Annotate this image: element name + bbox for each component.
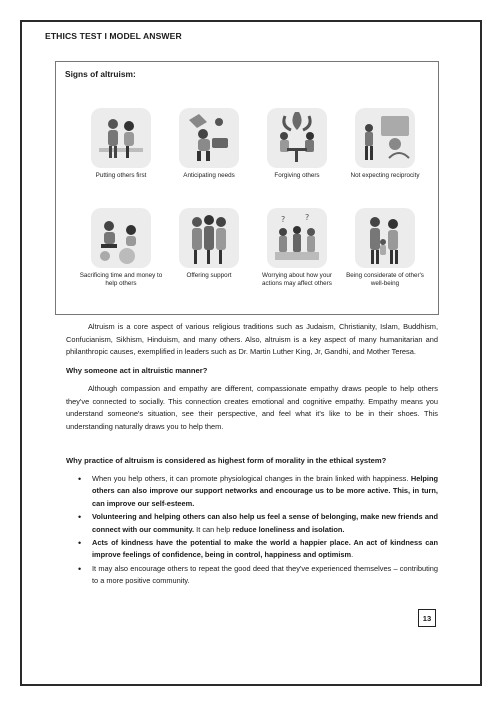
person-reaching-illustration	[179, 108, 239, 168]
card-putting-others-first	[78, 108, 164, 180]
card-caption: Anticipating needs	[183, 172, 235, 179]
bullet-text: When you help others, it can promote physiological changes in the brain linked with happiness.	[92, 474, 411, 483]
card-caption: Sacrificing time and money to help others	[79, 272, 163, 287]
figure-title: Signs of altruism:	[65, 69, 136, 79]
paragraph-compassion-empathy: Although compassion and empathy are different, compassionate empathy draws people to help others they've connected to socially. This connection creates emotional and cognitive empathy. Empathy means you understand someone's situation, see their perspective, and feel what it's like to be in their shoes. This understanding naturally draws you to help them.	[66, 384, 438, 431]
card-caption: Forgiving others	[274, 172, 320, 179]
group-hug-illustration	[179, 208, 239, 268]
page-number: 13	[418, 609, 436, 627]
card-sacrificing-time	[78, 208, 164, 288]
bullet-bold-text: Acts of kindness have the potential to make the world a happier place. An act of kindness can improve feelings of confidence, being in control, happiness and optimism	[92, 538, 438, 560]
svg-text:?: ?	[281, 215, 286, 224]
altruism-benefits-list	[78, 473, 438, 589]
card-caption: Not expecting reciprocity	[350, 172, 420, 179]
bullet-bold-text: Volunteering and helping others can also help us feel a sense of belonging, make new friends and connect with our community.	[92, 512, 438, 534]
card-forgiving-others	[254, 108, 340, 180]
card-anticipating-needs	[166, 108, 252, 180]
bullet-text: .	[351, 550, 354, 560]
person-kneeling-illustration	[91, 208, 151, 268]
heading-why-altruistic: Why someone act in altruistic manner?	[66, 366, 208, 375]
list-item	[78, 563, 438, 588]
paragraph-altruism-traditions: Altruism is a core aspect of various religious traditions such as Judaism, Christianity, Islam, Buddhism, Confucianism, Sikhism, Hinduism, and many others. Also, altruism is a key aspect of many humanitarian and philanthropic causes, exemplified in leaders such as Dr. Martin Luther King, Jr, Gandhi, and Mother Teresa.	[66, 322, 438, 357]
card-not-expecting-reciprocity	[342, 108, 428, 180]
card-caption: Being considerate of other's well-being	[346, 272, 424, 287]
page-header: ETHICS TEST I MODEL ANSWER	[45, 31, 182, 41]
people-at-table-illustration	[267, 108, 327, 168]
heading-highest-morality: Why practice of altruism is considered as highest form of morality in the ethical system?	[66, 456, 387, 465]
list-item	[78, 473, 438, 510]
card-offering-support	[166, 208, 252, 280]
bullet-text: It can help	[194, 524, 233, 534]
altruism-figure	[55, 61, 439, 315]
person-giving-illustration	[355, 108, 415, 168]
group-thinking-illustration	[267, 208, 327, 268]
bullet-text: It may also encourage others to repeat the good deed that they've experienced themselves – contributing to a more positive community.	[92, 563, 438, 586]
list-item	[78, 511, 438, 536]
bullet-bold-text: reduce loneliness and isolation.	[232, 524, 345, 534]
card-worrying-about-actions	[254, 208, 340, 288]
card-caption: Offering support	[186, 272, 232, 279]
people-helping-illustration	[91, 108, 151, 168]
card-being-considerate	[342, 208, 428, 288]
card-caption: Worrying about how your actions may affect others	[262, 272, 332, 287]
card-caption: Putting others first	[95, 172, 147, 179]
family-illustration	[355, 208, 415, 268]
list-item	[78, 537, 438, 562]
bullet-bold-text: Helping others can also improve our support networks and encourage us to be more active. This, in turn, can improve our self-esteem.	[92, 474, 438, 508]
svg-text:?: ?	[305, 213, 310, 222]
